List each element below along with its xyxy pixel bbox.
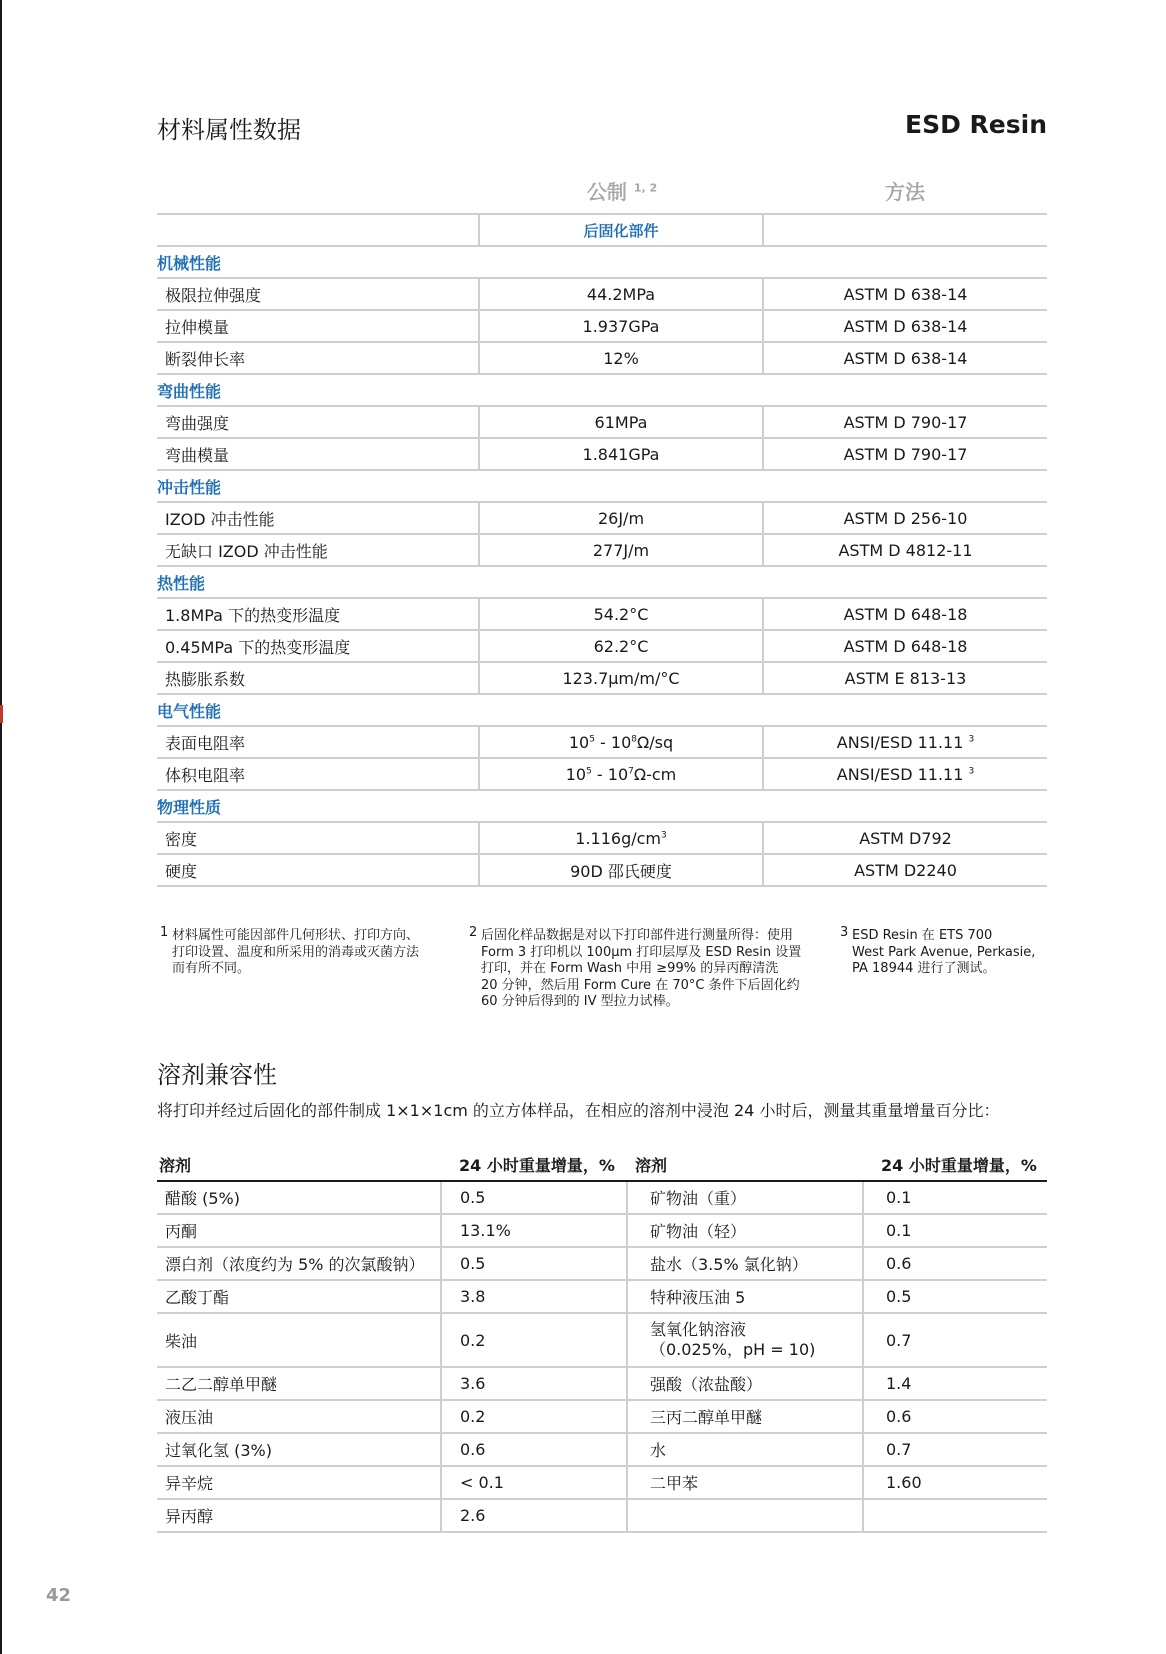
property-row: IZOD 冲击性能 26J/m ASTM D 256-10: [157, 502, 1047, 534]
post-cured-header: 后固化部件: [479, 214, 763, 246]
product-name: ESD Resin: [905, 110, 1047, 139]
page-edge: [0, 0, 2, 1654]
footnote-2: 2 后固化样品数据是对以下打印部件进行测量所得：使用 Form 3 打印机以 100µm 打印层厚及 ESD Resin 设置 打印，并在 Form Wash 中用 ≥99% 的异丙醇清洗 20 分钟，然后用 Form Cure 在 70°C 条件下后固化约 60 分钟后得到的 IV 型拉力试棒。: [469, 925, 802, 1009]
footnote-3: 3 ESD Resin 在 ETS 700 West Park Avenue, Perkasie, PA 18944 进行了测试。: [840, 925, 1036, 976]
metric-column-header: 公制 $^{1, 2}$: [586, 180, 658, 204]
solvent-header: 溶剂: [157, 1148, 441, 1181]
method-column-header: 方法: [885, 180, 925, 204]
property-row: 热膨胀系数 123.7μm/m/°C ASTM E 813-13: [157, 662, 1047, 694]
solvent-row: 过氧化氢 (3%) 0.6 水 0.7: [157, 1433, 1047, 1466]
edge-marker: [0, 705, 3, 723]
solvent-row: 漂白剂（浓度约为 5% 的次氯酸钠） 0.5 盐水（3.5% 氯化钠） 0.6: [157, 1247, 1047, 1280]
page-number: 42: [46, 1585, 72, 1606]
property-row: 拉伸模量 1.937GPa ASTM D 638-14: [157, 310, 1047, 342]
solvent-row: 乙酸丁酯 3.8 特种液压油 5 0.5: [157, 1280, 1047, 1313]
property-row: 弯曲强度 61MPa ASTM D 790-17: [157, 406, 1047, 438]
solvent-intro: 将打印并经过后固化的部件制成 1×1×1cm 的立方体样品，在相应的溶剂中浸泡 24 小时后，测量其重量增量百分比：: [157, 1101, 1000, 1120]
property-row: 表面电阻率 $10^5 - 10^8\Omega/sq$ ANSI/ESD 11.11 $^3$: [157, 726, 1047, 758]
solvent-row: 二乙二醇单甲醚 3.6 强酸（浓盐酸） 1.4: [157, 1367, 1047, 1400]
solvent-header-row: [157, 1148, 1047, 1181]
solvent-header: 溶剂: [627, 1148, 863, 1181]
section-header: 弯曲性能: [157, 374, 1047, 406]
property-row: 无缺口 IZOD 冲击性能 277J/m ASTM D 4812-11: [157, 534, 1047, 566]
solvent-section-title: 溶剂兼容性: [157, 1061, 277, 1089]
sub-header-row: [157, 214, 1047, 246]
property-row: 0.45MPa 下的热变形温度 62.2°C ASTM D 648-18: [157, 630, 1047, 662]
solvent-row: 液压油 0.2 三丙二醇单甲醚 0.6: [157, 1400, 1047, 1433]
property-row: 极限拉伸强度 44.2MPa ASTM D 638-14: [157, 278, 1047, 310]
section-header: 机械性能: [157, 246, 1047, 278]
footnote-1: 1 材料属性可能因部件几何形状、打印方向、 打印设置、温度和所采用的消毒或灭菌方法 而有所不同。: [160, 925, 420, 976]
solvent-row: 丙酮 13.1% 矿物油（轻） 0.1: [157, 1214, 1047, 1247]
weight-gain-header: 24 小时重量增量，%: [863, 1148, 1047, 1181]
solvent-compatibility-table: [157, 1148, 1047, 1533]
section-header: 冲击性能: [157, 470, 1047, 502]
solvent-row: 异辛烷 < 0.1 二甲苯 1.60: [157, 1466, 1047, 1499]
property-row: 硬度 90D 邵氏硬度 ASTM D2240: [157, 854, 1047, 886]
solvent-row: 醋酸 (5%) 0.5 矿物油（重） 0.1: [157, 1181, 1047, 1214]
property-row: 弯曲模量 1.841GPa ASTM D 790-17: [157, 438, 1047, 470]
property-row: 1.8MPa 下的热变形温度 54.2°C ASTM D 648-18: [157, 598, 1047, 630]
section-header: 热性能: [157, 566, 1047, 598]
solvent-row: 异丙醇 2.6: [157, 1499, 1047, 1532]
property-row: 密度 $1.116g/cm^3$ ASTM D792: [157, 822, 1047, 854]
section-header: 电气性能: [157, 694, 1047, 726]
property-row: 体积电阻率 $10^5 - 10^7\Omega-cm$ ANSI/ESD 11.11 $^3$: [157, 758, 1047, 790]
weight-gain-header: 24 小时重量增量，%: [441, 1148, 627, 1181]
page-title: 材料属性数据: [157, 116, 301, 144]
solvent-row: 柴油 0.2 氢氧化钠溶液 （0.025%，pH = 10) 0.7: [157, 1313, 1047, 1367]
section-header: 物理性质: [157, 790, 1047, 822]
material-properties-table: [157, 213, 1047, 887]
property-row: 断裂伸长率 12% ASTM D 638-14: [157, 342, 1047, 374]
